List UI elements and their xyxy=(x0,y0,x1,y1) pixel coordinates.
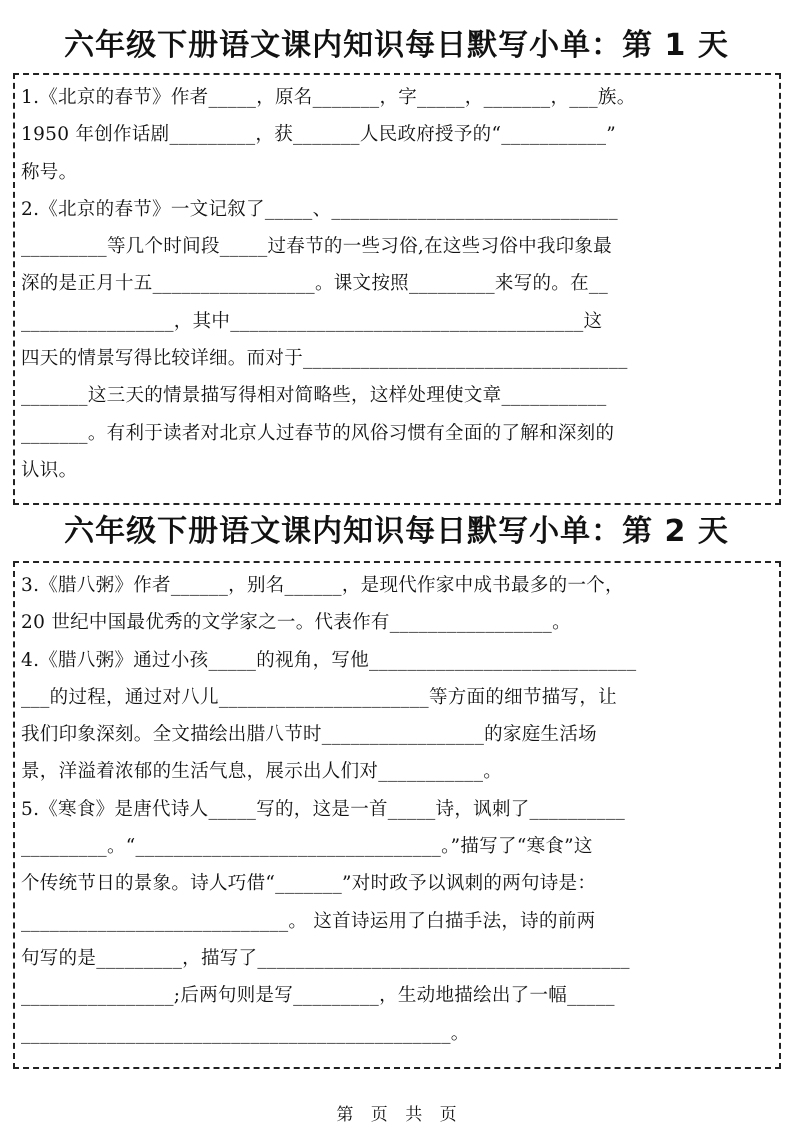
total-unit: 页 xyxy=(439,1105,457,1125)
worksheet-line xyxy=(21,1015,775,1052)
worksheet-line-text: _________。“________________________________。”描写了“寒食”这 xyxy=(21,836,593,858)
worksheet-line-text: 个传统节日的景象。诗人巧借“_______”对时政予以讽刺的两句诗是： xyxy=(21,873,597,895)
day2-lines xyxy=(21,567,775,1052)
worksheet-line xyxy=(21,415,775,452)
worksheet-line xyxy=(21,452,775,489)
worksheet-line-text: 3.《腊八粥》作者______，别名______，是现代作家中成书最多的一个， xyxy=(21,575,624,596)
worksheet-line-text: _____________________________________________。 xyxy=(21,1022,470,1044)
worksheet-line-text: 认识。 xyxy=(21,459,78,481)
worksheet-line-text: ____________________________。 这首诗运用了白描手法，诗的前两 xyxy=(21,910,596,932)
worksheet-line xyxy=(21,828,775,865)
worksheet-line xyxy=(21,228,775,265)
worksheet-line-text: 称号。 xyxy=(21,161,78,183)
worksheet-line-text: 4.《腊八粥》通过小孩_____的视角，写他____________________________ xyxy=(21,649,637,671)
worksheet-line xyxy=(21,604,775,641)
worksheet-line xyxy=(21,679,775,716)
worksheet-line xyxy=(21,903,775,940)
page-label: 第 xyxy=(336,1105,354,1125)
day1-lines xyxy=(21,79,775,489)
worksheet-line xyxy=(21,377,775,414)
worksheet-line xyxy=(21,79,775,116)
worksheet-line-text: 我们印象深刻。全文描绘出腊八节时_________________的家庭生活场 xyxy=(21,724,597,746)
worksheet-line-text: _______这三天的情景描写得相对简略些，这样处理使文章___________ xyxy=(21,385,607,407)
worksheet-line-text: 深的是正月十五_________________。课文按照_________来写的。在__ xyxy=(21,273,609,295)
page-unit: 页 xyxy=(370,1105,388,1125)
worksheet-line-text: 5.《寒食》是唐代诗人_____写的，这是一首_____诗，讽刺了__________ xyxy=(21,798,626,820)
worksheet-line-text: ___的过程，通过对八儿______________________等方面的细节描写，让 xyxy=(21,686,617,708)
worksheet-line xyxy=(21,977,775,1014)
worksheet-line-text: _______。有利于读者对北京人过春节的风俗习惯有全面的了解和深刻的 xyxy=(21,422,615,444)
worksheet-line-text: 四天的情景写得比较详细。而对于__________________________________ xyxy=(21,348,628,370)
worksheet-line xyxy=(21,567,775,604)
worksheet-line xyxy=(21,340,775,377)
worksheet-line xyxy=(21,303,775,340)
day1-title: 六年级下册语文课内知识每日默写小单：第 1 天 xyxy=(64,28,729,63)
worksheet-line xyxy=(21,642,775,679)
worksheet-line xyxy=(21,716,775,753)
worksheet-line-text: 1950 年创作话剧_________，获_______人民政府授予的“___________” xyxy=(21,124,617,146)
day1-worksheet-box xyxy=(13,73,781,505)
worksheet-line-text: 句写的是_________，描写了_______________________________________ xyxy=(21,947,630,969)
worksheet-line-text: _________等几个时间段_____过春节的一些习俗,在这些习俗中我印象最 xyxy=(21,236,613,258)
worksheet-line xyxy=(21,753,775,790)
worksheet-line xyxy=(21,154,775,191)
worksheet-line-text: 景，洋溢着浓郁的生活气息，展示出人们对___________。 xyxy=(21,761,503,783)
worksheet-line xyxy=(21,265,775,302)
worksheet-line-text: 20 世纪中国最优秀的文学家之一。代表作有_________________。 xyxy=(21,612,571,634)
worksheet-line-text: ________________，其中_____________________________________这 xyxy=(21,310,603,332)
worksheet-line xyxy=(21,940,775,977)
worksheet-line xyxy=(21,791,775,828)
day2-worksheet-box xyxy=(13,561,781,1069)
page-footer xyxy=(0,1100,793,1125)
worksheet-line xyxy=(21,191,775,228)
worksheet-line xyxy=(21,865,775,902)
worksheet-line-text: ________________;后两句则是写_________，生动地描绘出了一幅_____ xyxy=(21,985,615,1007)
worksheet-line xyxy=(21,116,775,153)
day2-title: 六年级下册语文课内知识每日默写小单：第 2 天 xyxy=(64,514,729,549)
total-label: 共 xyxy=(405,1105,423,1125)
worksheet-line-text: 2.《北京的春节》一文记叙了_____、______________________________ xyxy=(21,198,618,220)
worksheet-line-text: 1.《北京的春节》作者_____，原名_______，字_____，_______，___族。 xyxy=(21,87,636,108)
